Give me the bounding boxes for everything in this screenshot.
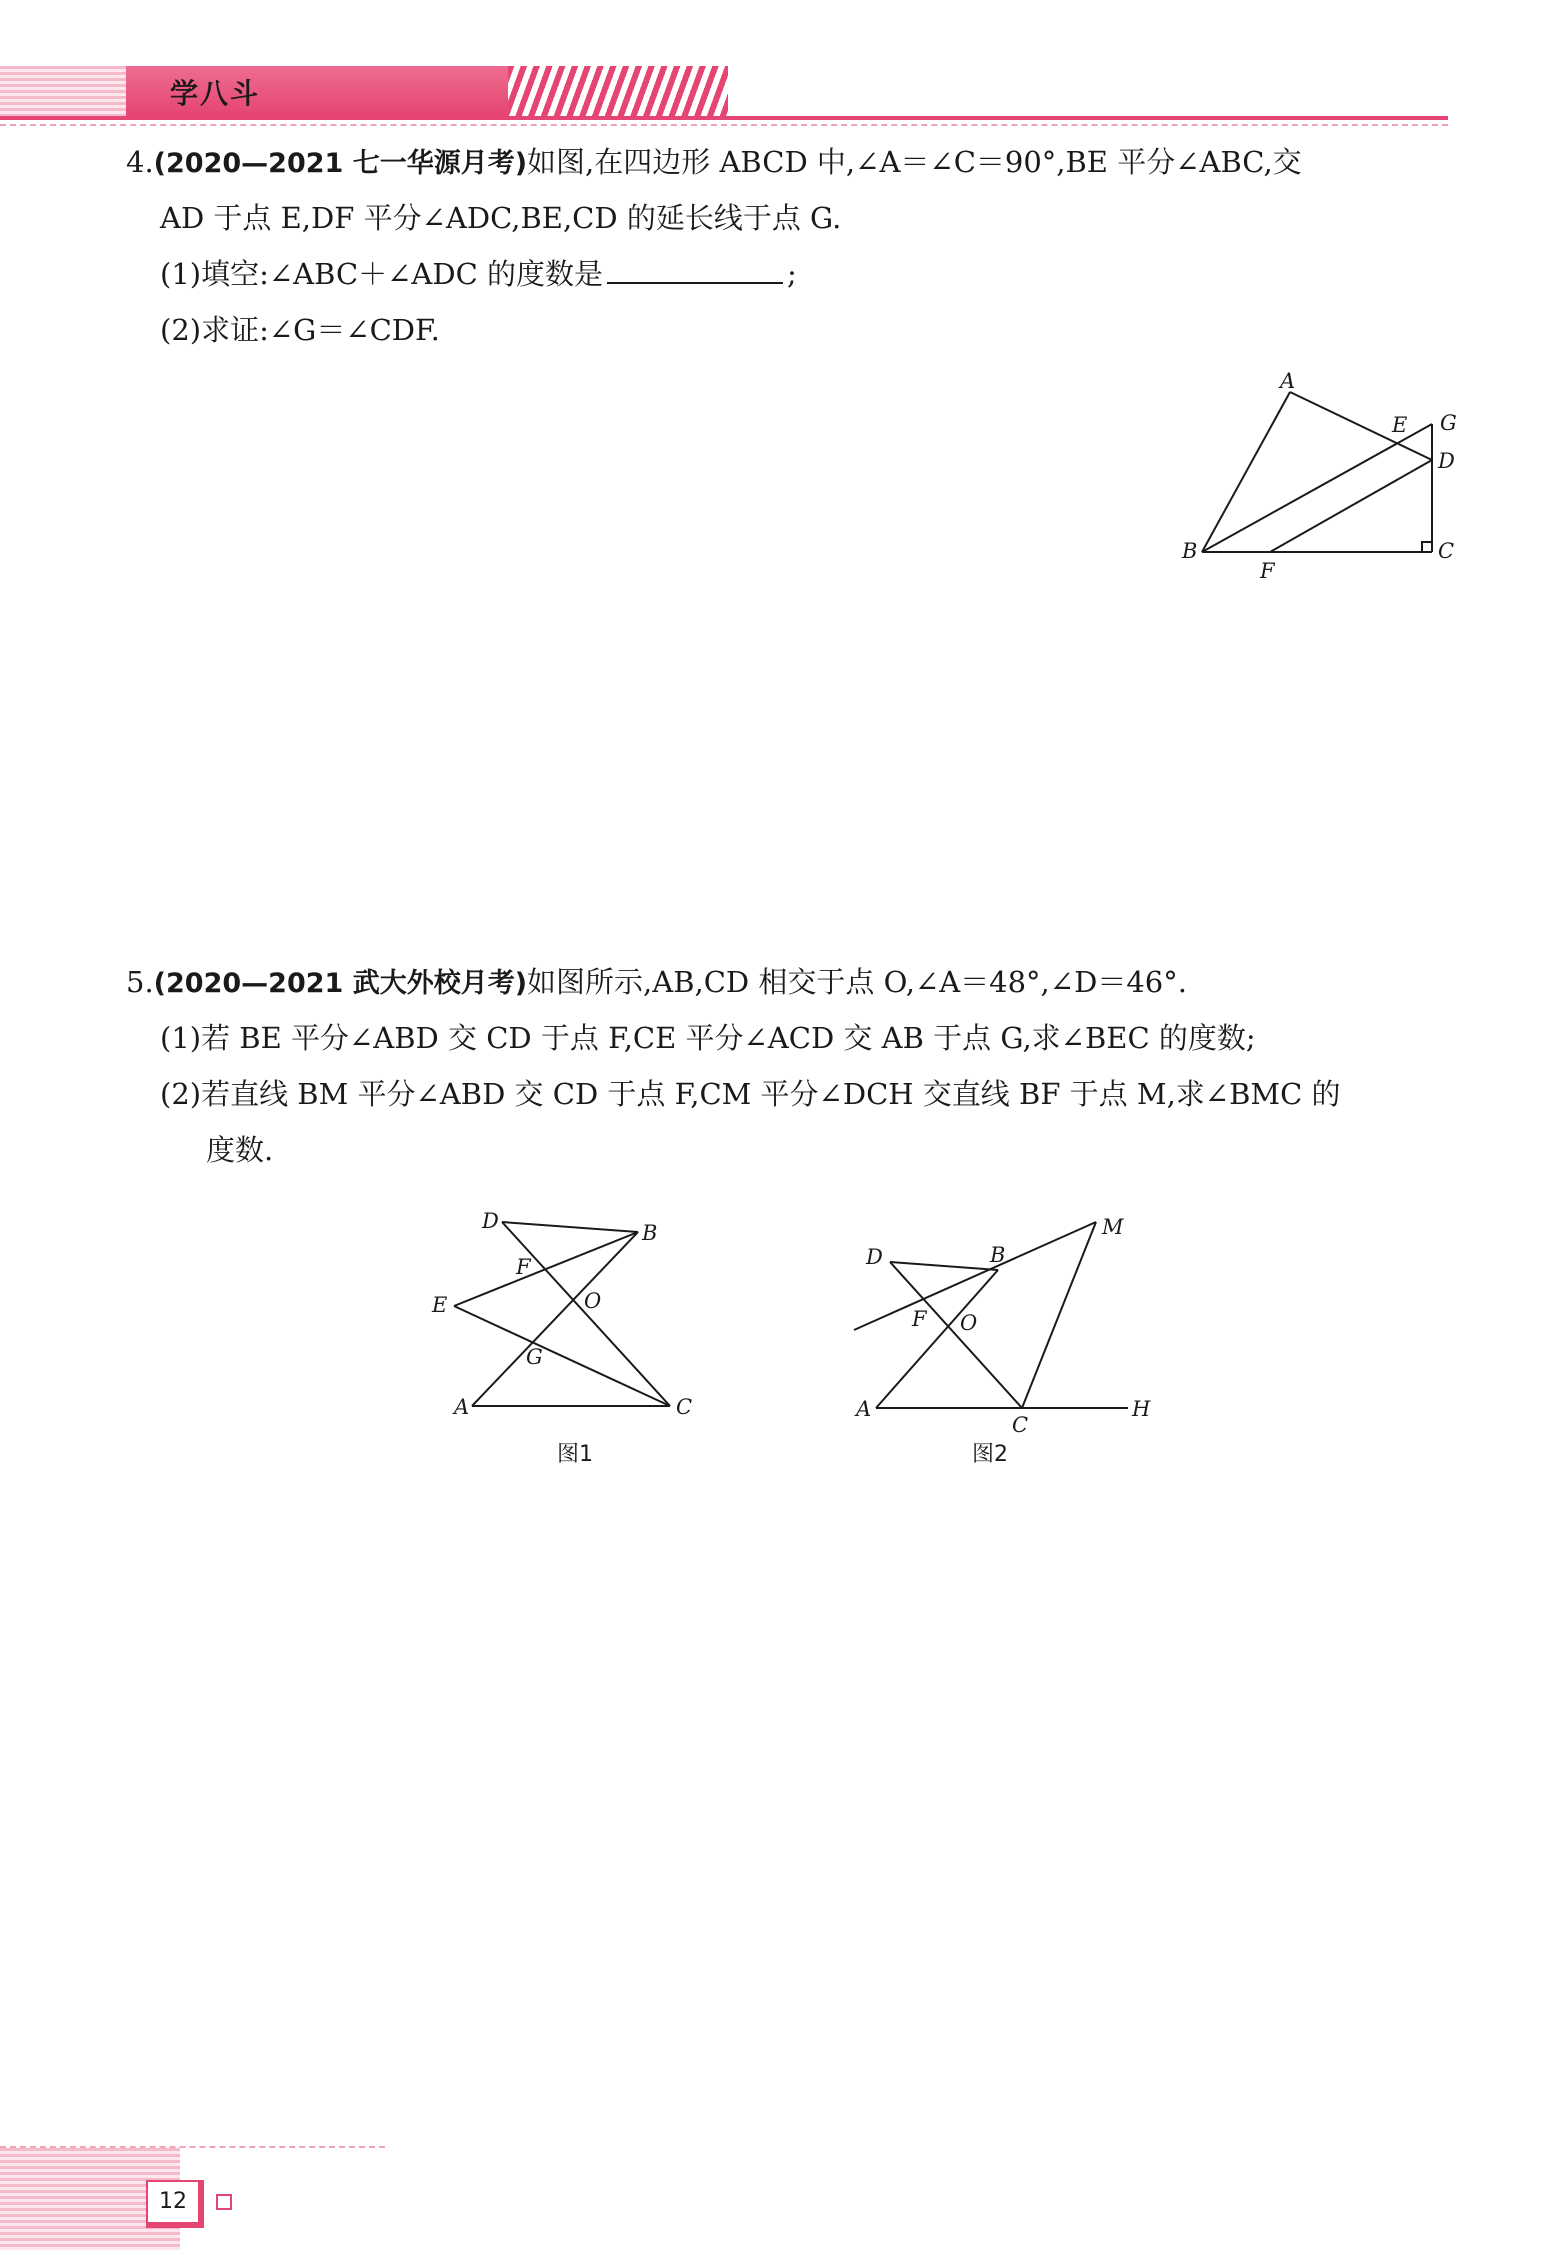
fig1-label-o: O (584, 1289, 602, 1313)
q4-label-d: D (1438, 449, 1455, 473)
q4-part2: (2)求证:∠G＝∠CDF. (160, 313, 440, 347)
fig2-label-b: B (990, 1243, 1006, 1267)
fig1-label-d: D (482, 1209, 499, 1233)
fig1-label-c: C (676, 1395, 693, 1419)
q5-stem (126, 962, 1187, 1004)
fig2-label-d: D (866, 1245, 883, 1269)
fig1-label-f: F (516, 1255, 531, 1279)
header-slash-decoration (508, 66, 728, 116)
fig1-label-e: E (432, 1293, 448, 1317)
q4-right-angle-mark (1422, 542, 1432, 552)
q5-part2-line2: 度数. (206, 1133, 274, 1167)
fig1-label-a: A (454, 1395, 470, 1419)
q4-number: 4. (126, 145, 154, 179)
fig2-segment-ba (876, 1270, 998, 1408)
q4-figure (1170, 370, 1470, 590)
q4-part1 (160, 254, 797, 294)
q4-part1-suffix: ; (787, 257, 797, 291)
q5-number: 5. (126, 965, 154, 999)
page-number: 12 (146, 2180, 204, 2228)
q4-label-b: B (1182, 539, 1198, 563)
fig2-label-a: A (856, 1397, 872, 1421)
fig1-segment-dc (502, 1222, 670, 1406)
q4-answer-blank[interactable] (607, 256, 783, 284)
q4-part1-prefix: (1)填空:∠ABC＋∠ADC 的度数是 (160, 257, 604, 291)
q5-part2-line1: (2)若直线 BM 平分∠ABD 交 CD 于点 F,CM 平分∠DCH 交直线 BF 于点 M,求∠BMC 的 (160, 1077, 1341, 1111)
q4-label-a: A (1280, 369, 1296, 393)
q4-label-e: E (1392, 413, 1408, 437)
header-dashed-rule (0, 124, 1448, 126)
fig1-label-g: G (526, 1345, 543, 1369)
q5-figure1 (420, 1200, 710, 1430)
fig2-label-m: M (1102, 1215, 1124, 1239)
q4-source: (2020—2021 七一华源月考) (153, 148, 528, 179)
fig2-caption: 图2 (972, 1442, 1008, 1467)
q4-stem-text1: 如图,在四边形 ABCD 中,∠A＝∠C＝90°,BE 平分∠ABC,交 (527, 145, 1302, 179)
q4-stem-line2: AD 于点 E,DF 平分∠ADC,BE,CD 的延长线于点 G. (160, 201, 842, 235)
q5-stem-text: 如图所示,AB,CD 相交于点 O,∠A＝48°,∠D＝46°. (527, 965, 1187, 999)
fig2-label-c: C (1012, 1413, 1029, 1437)
fig2-label-f: F (912, 1307, 927, 1331)
q4-segment-ad (1290, 392, 1432, 460)
q4-stem-line1 (126, 142, 1302, 184)
q4-label-f: F (1260, 559, 1275, 583)
footer-square-decoration (216, 2194, 232, 2210)
q5-source: (2020—2021 武大外校月考) (153, 968, 528, 999)
header-title: 学八斗 (170, 77, 261, 110)
fig1-caption: 图1 (557, 1442, 593, 1467)
fig2-segment-db (890, 1262, 998, 1270)
q4-label-g: G (1440, 411, 1457, 435)
page-header (0, 0, 1548, 130)
header-rule (0, 116, 1448, 120)
fig1-segment-eb (454, 1232, 638, 1306)
q4-segment-df (1270, 460, 1432, 552)
fig1-segment-db (502, 1222, 638, 1232)
q5-part1: (1)若 BE 平分∠ABD 交 CD 于点 F,CE 平分∠ACD 交 AB 于点 G,求∠BEC 的度数; (160, 1021, 1256, 1055)
fig2-label-o: O (960, 1311, 978, 1335)
q5-figure2 (840, 1200, 1170, 1440)
q4-label-c: C (1438, 539, 1455, 563)
fig1-label-b: B (642, 1221, 658, 1245)
fig2-label-h: H (1132, 1397, 1151, 1421)
